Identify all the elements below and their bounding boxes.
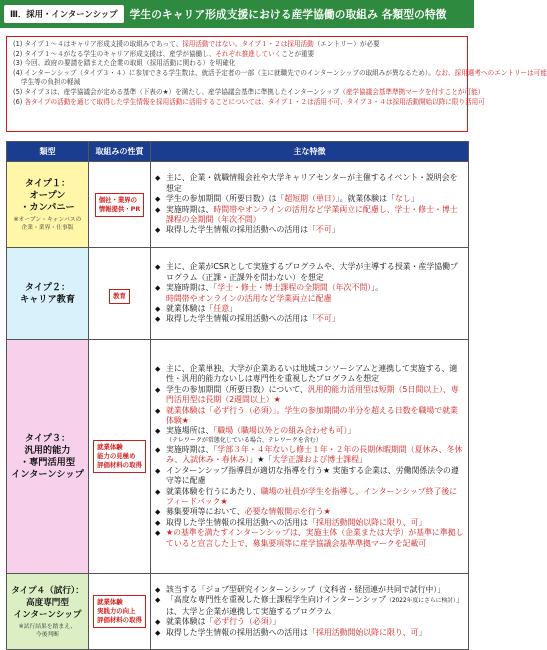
list-item: ◆ 「高度な専門性を重視した修士課程学生向けインターンシップ（2022年度にさらに検討）」は、大学と企業が連携して実施するプログラム [155,595,464,617]
note-2: (2) タイプ１～４がなる学生のキャリア形成支援は、産学が協働し、それぞれ推進していくことが重要 [13,49,315,58]
note-4-cont: 学生等の負担の軽減 [21,78,81,87]
list-item: ◆ 就業体験を行うにあたり、職場の社員が学生を指導し、インターンシップ終了後にフィードバック★ [155,487,464,508]
type4-nature: 就業体験 実践力の向上 評価材料の取得 [89,574,151,650]
section-header [0,0,474,28]
type3-features [151,340,469,574]
note-6: (6) 各タイプの活動を通じて取得した学生情報を採用活動に活用することについては、タイプ１・２は活用不可、タイプ３・４は採用活動開始以降に限り活用可 [13,97,485,106]
type1-features [151,162,469,248]
page-title: 学生のキャリア形成支援における産学協働の取組み 各類型の特徴 [129,7,447,21]
list-item: ◆ 取得した学生情報の採用活動への活用は「採用活動開始以降に限り、可」 [155,628,464,638]
list-item: ◆ 主に、企業・就職情報会社や大学キャリアセンターが主催するイベント・説明会を想定 [155,173,464,194]
list-item: ◆ 実施時期は、「学士・修士・博士課程の全期間（年次不問）」。 [155,283,464,293]
list-item: ◆ 主に、企業単独、大学が企業あるいは地域コンソーシアムと連携して実施する、適性・汎用的能力ないしは専門性を重視したプログラムを想定 [155,364,464,385]
type3-nature: 就業体験 能力の見極め 評価材料の取得 [89,340,151,574]
list-item: ◆ 就業体験は「任意」 [155,304,464,314]
type1-nature: 個社・業界の 情報提供・PR [89,162,151,248]
table-row-type2 [7,248,469,340]
list-item: ◆ 取得した学生情報の採用活動への活用は「不可」 [155,225,464,235]
list-item: ◆ 募集要項等において、必要な情報開示を行う★ [155,507,464,517]
list-item: ◆ 取得した学生情報の採用活動への活用は「不可」 [155,314,464,324]
list-item: ◆ 実施場所は、「職場（職場以外との組み合わせも可）」 [155,426,464,436]
list-item: ◆ 実施時期は、「学部３年・４年ないし修士１年・２年の長期休暇期間（夏休み、冬休み、入試休み・春休み）」★「大学正課および博士課程」 [155,445,464,466]
list-item: 時間帯やオンラインの活用など学業両立に配慮 [166,293,332,303]
list-item: ◆ 学生の参加期間（所要日数）は「超短期（単日）」。就業体験は「なし」 [155,194,464,204]
list-item: ◆ インターンシップ指導員が適切な指導を行う★ 実施する企業は、労働関係法令の遵守等に配慮 [155,466,464,487]
type1-label: タイプ１： オープン ・カンパニー ※オープン・キャンパスの 企業・業界・仕事版 [7,162,89,248]
list-item: ◆ 該当する「ジョブ型研究インターンシップ（文科省・経団連が共同で試行中）」 [155,585,464,595]
note-3: (3) 今回、政府の要請を踏まえた企業の取組（採用活動に関わる）を明確化 [13,59,236,68]
type2-features [151,248,469,340]
type4-features [151,574,469,650]
note-5: (5) タイプ３は、産学協議会が定める基準（下表の★）を満たし、産学協議会基準に準拠したインターンシップ（産学協議会基準準拠マークを付すことが可能） [13,87,485,96]
type2-nature: 教育 [89,248,151,340]
types-table [6,141,469,650]
notes-box [6,36,547,132]
list-item: ◆ 主に、企業がCSRとして実施するプログラムや、大学が主導する授業・産学協働プログラム（正課・正課外を問わない）を想定 [155,262,464,283]
type3-label: タイプ３： 汎用的能力 ・専門活用型 インターンシップ [7,340,89,574]
header-features: 主な特徴 [151,142,469,162]
header-nature: 取組みの性質 [89,142,151,162]
list-item: ◆ 実施時期は、時間帯やオンラインの活用など学業両立に配慮し、学士・修士・博士課程の全期間（年次不問） [155,205,464,226]
table-header-row [7,142,469,162]
list-item: ◆ 就業体験は「必ず行う（必須）」 [155,617,464,627]
list-item: ◆ 就業体験は「必ず行う（必須）」。学生の参加期間の半分を超える日数を職場で就業体験★ [155,406,464,427]
table-row-type1 [7,162,469,248]
note-4: (4) インターンシップ（タイプ３・４）に参加できる学生数は、就活予定者の一部（主に就職先でのインターンシップの取組みが異なるため）。なお、採用選考へのエントリーは可能 [13,68,547,77]
list-item: ◆ ★の基準を満たすインターンシップは、実施主体（企業または大学）が基準に準拠していると宣言した上で、募集要項等に産学協議会基準準拠マークを記載可 [155,528,464,549]
list-item: ◆ 学生の参加期間（所要日数）について、汎用的能力活用型は短期（5日間以上）、専門活用型は長期（2週間以上）★ [155,385,464,406]
list-item: （テレワークが常態化している場合、テレワークを含む） [166,436,322,444]
table-row-type4 [7,574,469,650]
section-tab: Ⅲ．採用・インターンシップ [4,5,124,23]
list-item: ◆ 取得した学生情報の採用活動への活用は「採用活動開始以降に限り、可」 [155,518,464,528]
header-type: 類型 [7,142,89,162]
type2-label: タイプ２： キャリア教育 [7,248,89,340]
table-row-type3 [7,340,469,574]
type4-label: タイプ４（試行）： 高度専門型 インターンシップ ※試行結果を踏まえ、 今後判断 [7,574,89,650]
note-1: (1) タイプ１～４はキャリア形成支援の取組みであって、採用活動ではない。タイプ１・２は採用活動（エントリー）が必要 [13,40,380,48]
